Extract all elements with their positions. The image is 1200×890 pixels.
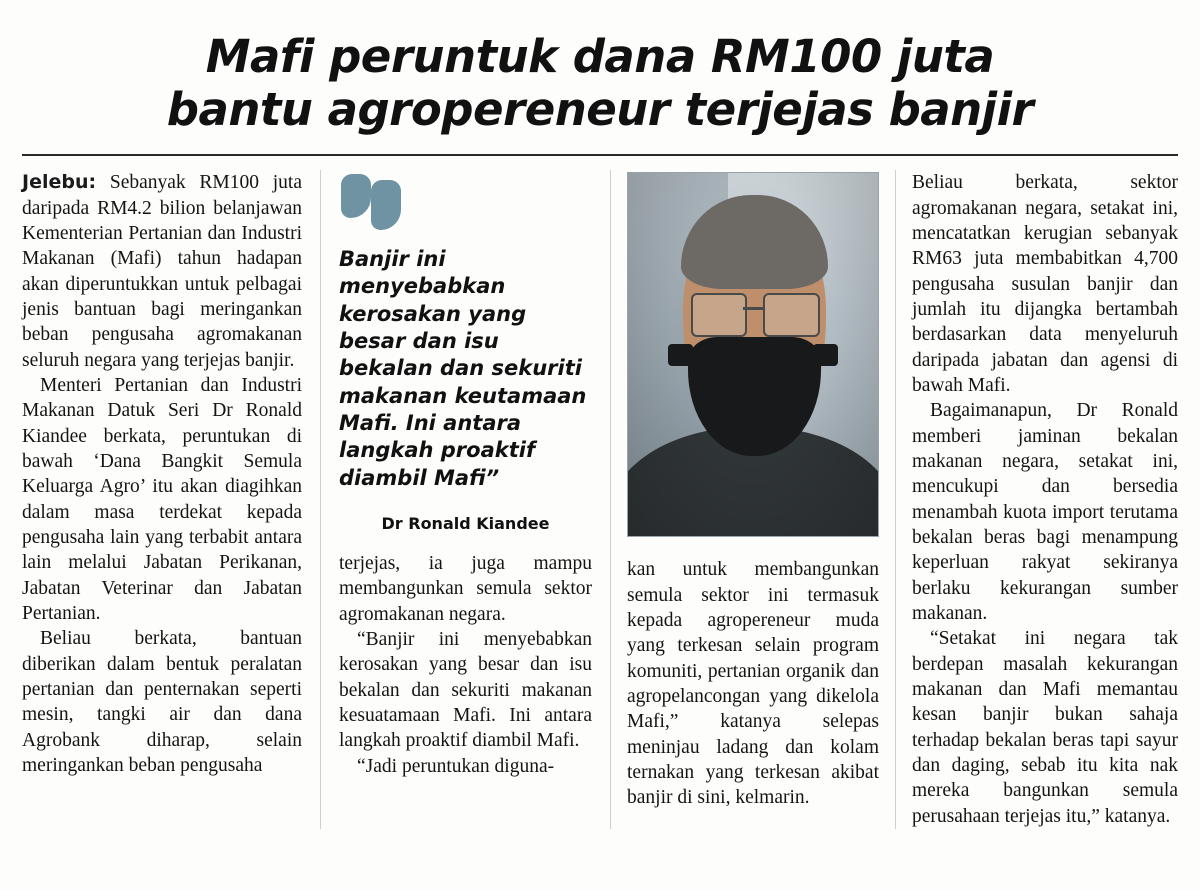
- quote-mark-icon: [341, 174, 403, 232]
- headline-line-1: Mafi peruntuk dana RM100 juta: [205, 30, 995, 83]
- paragraph: Menteri Pertanian dan Industri Makanan Datuk Seri Dr Ronald Kiandee berkata, peruntukan di bawah ‘Dana Bangkit Semula Keluarga Agro’ itu akan diagihkan dalam masa terdekat kepada pengusaha lain yang terbabit antara lain melalui Jabatan Perikanan, Jabatan Veterinar dan Jabatan Pertanian.: [22, 374, 302, 625]
- photo-container: [627, 172, 879, 537]
- paragraph: Beliau berkata, sektor agromakanan negara, setakat ini, mencatatkan kerugian sebanyak RM63 juta membabitkan 4,700 pengusaha susulan banjir dan jumlah itu dijangka bertambah berdasarkan data menyeluruh daripada jabatan dan agensi di bawah Mafi.: [912, 172, 1178, 396]
- paragraph: Beliau berkata, bantuan diberikan dalam bentuk peralatan pertanian dan penternakan seperti mesin, tangki air dan dana Agrobank diharap, selain meringankan beban pengusaha: [22, 628, 302, 777]
- pullquote-attribution: Dr Ronald Kiandee: [381, 513, 550, 533]
- column-1: [22, 170, 320, 829]
- column-2: [320, 170, 610, 829]
- page-title: [0, 0, 1200, 142]
- paragraph: Bagaimanapun, Dr Ronald memberi jaminan bekalan makanan negara, setakat ini, mencukupi dan bersedia menambah kuota import terutama bekalan beras bagi menampung keperluan rakyat sekiranya berlaku kekurangan sumber makanan.: [912, 400, 1178, 625]
- paragraph-text: Sebanyak RM100 juta daripada RM4.2 bilion belanjawan Kementerian Pertanian dan Industri Makanan (Mafi) tahun hadapan akan diperuntukkan untuk pelbagai jenis bantuan bagi meringankan beban pengusaha agromakanan seluruh negara yang terjejas banjir.: [22, 172, 302, 371]
- paragraph: [22, 170, 302, 373]
- article-columns: [0, 156, 1200, 829]
- column-4: [895, 170, 1178, 829]
- dateline: Jelebu:: [22, 171, 97, 194]
- pullquote-text: Banjir ini menyebabkan kerosakan yang besar dan isu bekalan dan sekuriti makanan keutamaan Mafi. Ini antara langkah proaktif diambil Mafi”: [339, 247, 587, 490]
- paragraph: kan untuk membangunkan semula sektor ini termasuk kepada agropereneur muda yang terkesan selain program komuniti, pertanian organik dan agropelancongan yang dikelola Mafi,” katanya selepas meninjau ladang dan kolam ternakan yang terkesan akibat banjir di sini, kelmarin.: [627, 559, 879, 809]
- paragraph: “Banjir ini menyebabkan kerosakan yang besar dan isu bekalan dan sekuriti makanan kesuatamaan Mafi. Ini antara langkah proaktif diambil Mafi.: [339, 628, 592, 752]
- portrait-photo: [627, 172, 879, 537]
- paragraph: terjejas, ia juga mampu membangunkan semula sektor agromakanan negara.: [339, 552, 592, 625]
- column-3: [610, 170, 895, 829]
- headline-line-2: bantu agropereneur terjejas banjir: [166, 83, 1034, 137]
- paragraph: “Setakat ini negara tak berdepan masalah kekurangan makanan dan Mafi memantau kesan banjir bukan sahaja terhadap bekalan beras tapi sayur dan daging, sebab itu kita nak mereka bangunkan semula perusahaan terjejas itu,” katanya.: [912, 628, 1178, 827]
- paragraph: “Jadi peruntukan diguna-: [357, 755, 555, 777]
